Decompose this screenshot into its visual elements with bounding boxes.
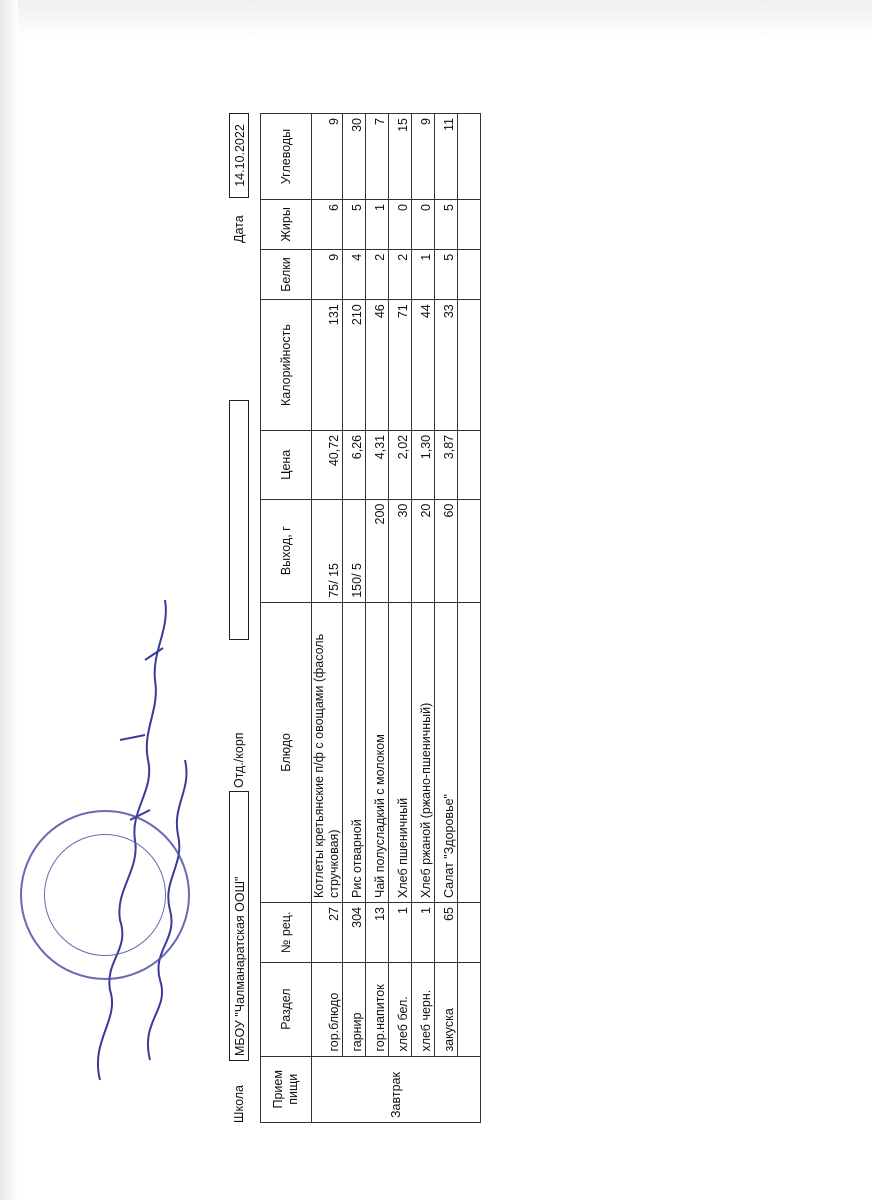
school-name-field: МБОУ "Чалманаратская ООШ" (229, 791, 249, 1061)
price-cell: 6,26 (343, 430, 366, 499)
section-cell: гарнир (343, 962, 366, 1056)
carbs-cell: 9 (312, 114, 343, 200)
date-field: 14.10.2022 (229, 113, 249, 198)
fat-cell: 5 (435, 200, 458, 250)
col-header: Блюдо (261, 602, 312, 902)
stamp-inner-ring (44, 834, 166, 956)
menu-table (260, 113, 481, 1123)
price-cell: 4,31 (366, 430, 389, 499)
calories-cell: 71 (389, 300, 412, 431)
output-cell: 30 (389, 499, 412, 602)
table-row (389, 114, 412, 1123)
col-header: № рец. (261, 903, 312, 963)
col-header: Углеводы (261, 114, 312, 200)
table-row (435, 114, 458, 1123)
output-cell: 60 (435, 499, 458, 602)
calories-cell: 131 (312, 300, 343, 431)
document-header (229, 113, 249, 1123)
fat-cell: 1 (366, 200, 389, 250)
fat-cell (458, 200, 481, 250)
output-cell: 75/ 15 (312, 499, 343, 602)
dish-cell: Хлеб ржаной (ржано-пшеничный) (412, 602, 435, 902)
dish-cell: Хлеб пшеничный (389, 602, 412, 902)
protein-cell: 9 (312, 249, 343, 299)
col-header: Жиры (261, 200, 312, 250)
recipe-cell: 27 (312, 903, 343, 963)
carbs-cell: 9 (412, 114, 435, 200)
scan-edge-left (0, 0, 18, 1200)
price-cell (458, 430, 481, 499)
col-header: Выход, г (261, 499, 312, 602)
dish-cell: Рис отварной (343, 602, 366, 902)
table-row (343, 114, 366, 1123)
recipe-cell: 1 (389, 903, 412, 963)
price-cell: 40,72 (312, 430, 343, 499)
section-cell: гор.напиток (366, 962, 389, 1056)
carbs-cell: 30 (343, 114, 366, 200)
menu-document (229, 113, 479, 1123)
output-cell: 150/ 5 (343, 499, 366, 602)
school-label: Школа (232, 1085, 246, 1123)
table-row-empty (458, 114, 481, 1123)
fat-cell: 6 (312, 200, 343, 250)
protein-cell: 4 (343, 249, 366, 299)
col-header: Раздел (261, 962, 312, 1056)
section-cell: хлеб бел. (389, 962, 412, 1056)
protein-cell: 5 (435, 249, 458, 299)
dept-field (229, 400, 249, 640)
protein-cell: 2 (389, 249, 412, 299)
dish-cell: Салат "Здоровье" (435, 602, 458, 902)
calories-cell: 46 (366, 300, 389, 431)
recipe-cell: 65 (435, 903, 458, 963)
fat-cell: 5 (343, 200, 366, 250)
dish-cell: Чай полусладкий с молоком (366, 602, 389, 902)
price-cell: 3,87 (435, 430, 458, 499)
meal-cell: Завтрак (312, 1056, 481, 1122)
dept-label: Отд./корп (232, 732, 246, 788)
table-row (412, 114, 435, 1123)
recipe-cell: 304 (343, 903, 366, 963)
date-label: Дата (232, 215, 246, 243)
output-cell: 200 (366, 499, 389, 602)
scan-edge (0, 0, 872, 40)
calories-cell: 210 (343, 300, 366, 431)
carbs-cell: 11 (435, 114, 458, 200)
carbs-cell: 15 (389, 114, 412, 200)
protein-cell: 1 (412, 249, 435, 299)
protein-cell: 2 (366, 249, 389, 299)
output-cell: 20 (412, 499, 435, 602)
recipe-cell (458, 903, 481, 963)
calories-cell (458, 300, 481, 431)
section-cell: гор.блюдо (312, 962, 343, 1056)
col-header: Белки (261, 249, 312, 299)
section-cell (458, 962, 481, 1056)
carbs-cell: 7 (366, 114, 389, 200)
price-cell: 2,02 (389, 430, 412, 499)
dish-cell (458, 602, 481, 902)
calories-cell: 33 (435, 300, 458, 431)
section-cell: хлеб черн. (412, 962, 435, 1056)
official-stamp (20, 810, 190, 980)
carbs-cell (458, 114, 481, 200)
table-row (312, 114, 343, 1123)
dish-cell: Котлеты кретьянские п/ф с овощами (фасоль стручковая) (312, 602, 343, 902)
protein-cell (458, 249, 481, 299)
recipe-cell: 13 (366, 903, 389, 963)
recipe-cell: 1 (412, 903, 435, 963)
price-cell: 1,30 (412, 430, 435, 499)
col-header: Прием пищи (261, 1056, 312, 1122)
table-row (366, 114, 389, 1123)
section-cell: закуска (435, 962, 458, 1056)
fat-cell: 0 (389, 200, 412, 250)
output-cell (458, 499, 481, 602)
fat-cell: 0 (412, 200, 435, 250)
calories-cell: 44 (412, 300, 435, 431)
col-header: Цена (261, 430, 312, 499)
table-header-row (261, 114, 312, 1123)
col-header: Калорийность (261, 300, 312, 431)
